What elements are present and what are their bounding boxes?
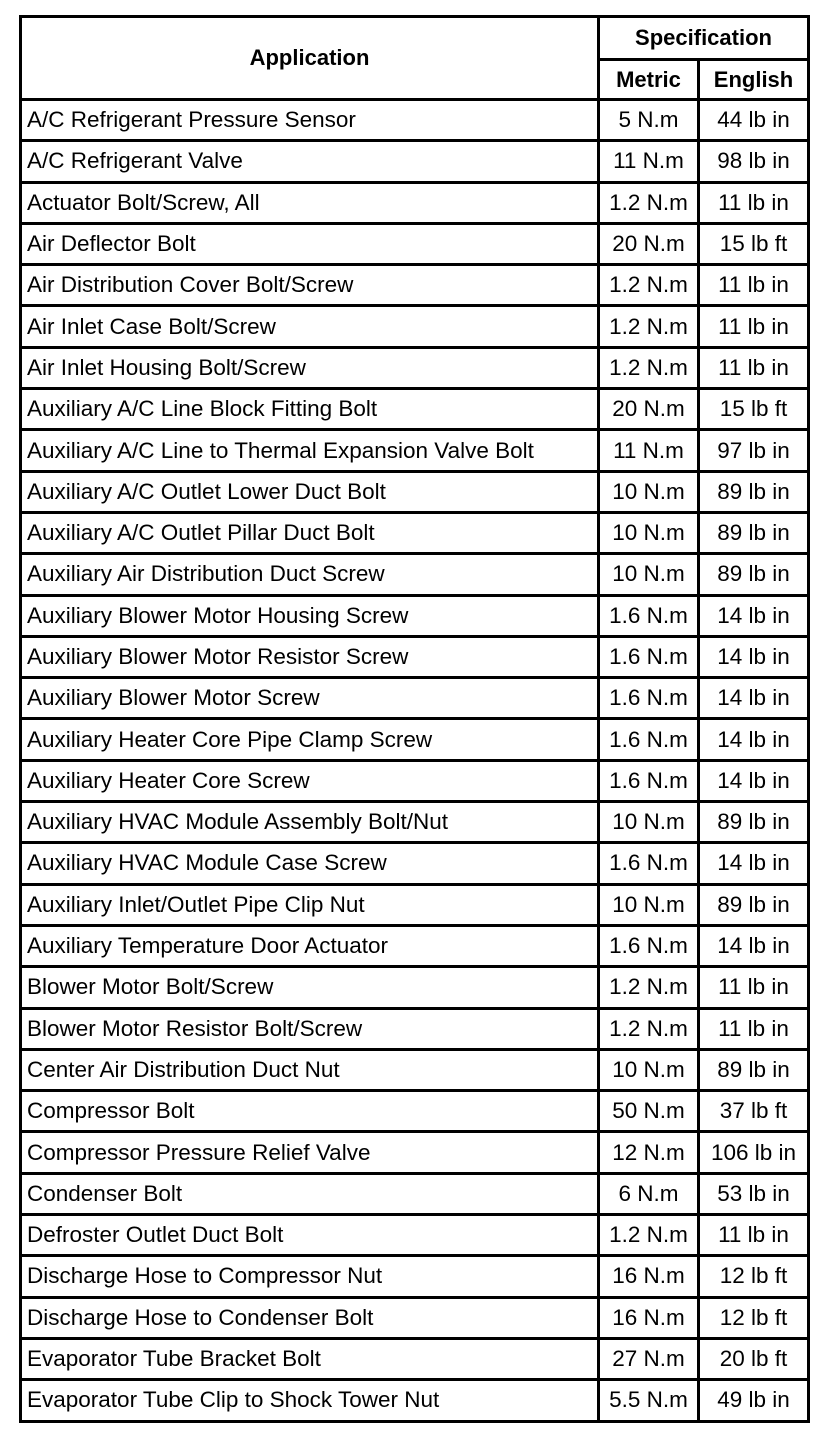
english-cell: 14 lb in xyxy=(699,925,809,966)
torque-spec-table xyxy=(19,15,810,1423)
application-cell: Discharge Hose to Condenser Bolt xyxy=(21,1297,599,1338)
application-cell: Blower Motor Bolt/Screw xyxy=(21,967,599,1008)
application-cell: Auxiliary Air Distribution Duct Screw xyxy=(21,554,599,595)
metric-cell: 1.2 N.m xyxy=(599,306,699,347)
english-cell: 12 lb ft xyxy=(699,1256,809,1297)
table-row xyxy=(21,1297,809,1338)
table-row xyxy=(21,265,809,306)
metric-cell: 1.2 N.m xyxy=(599,1008,699,1049)
english-cell: 53 lb in xyxy=(699,1173,809,1214)
metric-cell: 50 N.m xyxy=(599,1091,699,1132)
application-cell: Auxiliary Blower Motor Housing Screw xyxy=(21,595,599,636)
english-cell: 14 lb in xyxy=(699,719,809,760)
metric-cell: 1.6 N.m xyxy=(599,678,699,719)
metric-cell: 20 N.m xyxy=(599,223,699,264)
english-cell: 11 lb in xyxy=(699,967,809,1008)
metric-cell: 10 N.m xyxy=(599,884,699,925)
table-row xyxy=(21,1008,809,1049)
application-cell: Center Air Distribution Duct Nut xyxy=(21,1049,599,1090)
application-cell: Discharge Hose to Compressor Nut xyxy=(21,1256,599,1297)
english-cell: 12 lb ft xyxy=(699,1297,809,1338)
metric-cell: 1.2 N.m xyxy=(599,265,699,306)
table-row xyxy=(21,554,809,595)
application-cell: Condenser Bolt xyxy=(21,1173,599,1214)
table-body xyxy=(21,100,809,1422)
metric-cell: 1.6 N.m xyxy=(599,843,699,884)
application-header: Application xyxy=(21,17,599,100)
application-cell: Auxiliary A/C Outlet Pillar Duct Bolt xyxy=(21,512,599,553)
application-cell: Auxiliary Heater Core Pipe Clamp Screw xyxy=(21,719,599,760)
metric-cell: 1.2 N.m xyxy=(599,1215,699,1256)
english-cell: 37 lb ft xyxy=(699,1091,809,1132)
application-cell: Auxiliary A/C Line Block Fitting Bolt xyxy=(21,389,599,430)
metric-cell: 20 N.m xyxy=(599,389,699,430)
application-cell: Auxiliary Blower Motor Resistor Screw xyxy=(21,636,599,677)
application-cell: Auxiliary HVAC Module Case Screw xyxy=(21,843,599,884)
metric-cell: 6 N.m xyxy=(599,1173,699,1214)
application-cell: A/C Refrigerant Pressure Sensor xyxy=(21,100,599,141)
application-cell: Air Deflector Bolt xyxy=(21,223,599,264)
metric-cell: 10 N.m xyxy=(599,802,699,843)
metric-cell: 10 N.m xyxy=(599,554,699,595)
english-cell: 89 lb in xyxy=(699,554,809,595)
application-cell: A/C Refrigerant Valve xyxy=(21,141,599,182)
metric-cell: 11 N.m xyxy=(599,141,699,182)
table-row xyxy=(21,719,809,760)
specification-header: Specification xyxy=(599,17,809,60)
application-cell: Auxiliary A/C Line to Thermal Expansion Valve Bolt xyxy=(21,430,599,471)
english-cell: 11 lb in xyxy=(699,182,809,223)
table-row xyxy=(21,1132,809,1173)
metric-cell: 1.6 N.m xyxy=(599,636,699,677)
metric-cell: 1.6 N.m xyxy=(599,719,699,760)
english-cell: 89 lb in xyxy=(699,512,809,553)
metric-cell: 10 N.m xyxy=(599,471,699,512)
english-cell: 89 lb in xyxy=(699,802,809,843)
application-cell: Auxiliary Inlet/Outlet Pipe Clip Nut xyxy=(21,884,599,925)
application-cell: Actuator Bolt/Screw, All xyxy=(21,182,599,223)
english-cell: 11 lb in xyxy=(699,347,809,388)
application-cell: Compressor Bolt xyxy=(21,1091,599,1132)
table-row xyxy=(21,802,809,843)
table-row xyxy=(21,1215,809,1256)
application-cell: Air Inlet Case Bolt/Screw xyxy=(21,306,599,347)
table-row xyxy=(21,884,809,925)
table-row xyxy=(21,843,809,884)
table-row xyxy=(21,595,809,636)
metric-cell: 1.6 N.m xyxy=(599,925,699,966)
header-row-top xyxy=(21,17,809,60)
metric-cell: 11 N.m xyxy=(599,430,699,471)
application-cell: Auxiliary A/C Outlet Lower Duct Bolt xyxy=(21,471,599,512)
english-cell: 11 lb in xyxy=(699,306,809,347)
english-cell: 15 lb ft xyxy=(699,389,809,430)
table-row xyxy=(21,678,809,719)
table-row xyxy=(21,306,809,347)
table-row xyxy=(21,223,809,264)
metric-cell: 16 N.m xyxy=(599,1297,699,1338)
english-cell: 11 lb in xyxy=(699,1008,809,1049)
metric-cell: 5.5 N.m xyxy=(599,1380,699,1421)
application-cell: Compressor Pressure Relief Valve xyxy=(21,1132,599,1173)
english-cell: 49 lb in xyxy=(699,1380,809,1421)
metric-cell: 1.2 N.m xyxy=(599,182,699,223)
english-cell: 98 lb in xyxy=(699,141,809,182)
table-row xyxy=(21,967,809,1008)
application-cell: Auxiliary HVAC Module Assembly Bolt/Nut xyxy=(21,802,599,843)
table-row xyxy=(21,347,809,388)
table-row xyxy=(21,430,809,471)
english-cell: 14 lb in xyxy=(699,843,809,884)
application-cell: Auxiliary Temperature Door Actuator xyxy=(21,925,599,966)
metric-header: Metric xyxy=(599,60,699,100)
table-row xyxy=(21,1338,809,1379)
metric-cell: 1.2 N.m xyxy=(599,967,699,1008)
english-cell: 20 lb ft xyxy=(699,1338,809,1379)
english-cell: 106 lb in xyxy=(699,1132,809,1173)
english-cell: 89 lb in xyxy=(699,884,809,925)
table-row xyxy=(21,1091,809,1132)
english-cell: 97 lb in xyxy=(699,430,809,471)
metric-cell: 10 N.m xyxy=(599,1049,699,1090)
application-cell: Auxiliary Heater Core Screw xyxy=(21,760,599,801)
table-row xyxy=(21,1173,809,1214)
table-row xyxy=(21,760,809,801)
english-cell: 11 lb in xyxy=(699,1215,809,1256)
application-cell: Air Distribution Cover Bolt/Screw xyxy=(21,265,599,306)
table-row xyxy=(21,182,809,223)
table-header xyxy=(21,17,809,100)
application-cell: Air Inlet Housing Bolt/Screw xyxy=(21,347,599,388)
metric-cell: 10 N.m xyxy=(599,512,699,553)
application-cell: Evaporator Tube Clip to Shock Tower Nut xyxy=(21,1380,599,1421)
english-cell: 89 lb in xyxy=(699,1049,809,1090)
table-row xyxy=(21,389,809,430)
metric-cell: 5 N.m xyxy=(599,100,699,141)
application-cell: Defroster Outlet Duct Bolt xyxy=(21,1215,599,1256)
english-cell: 14 lb in xyxy=(699,760,809,801)
metric-cell: 1.6 N.m xyxy=(599,595,699,636)
english-cell: 11 lb in xyxy=(699,265,809,306)
english-cell: 14 lb in xyxy=(699,678,809,719)
table-row xyxy=(21,636,809,677)
table-row xyxy=(21,925,809,966)
metric-cell: 16 N.m xyxy=(599,1256,699,1297)
application-cell: Blower Motor Resistor Bolt/Screw xyxy=(21,1008,599,1049)
english-cell: 14 lb in xyxy=(699,636,809,677)
english-cell: 14 lb in xyxy=(699,595,809,636)
table-row xyxy=(21,471,809,512)
english-cell: 89 lb in xyxy=(699,471,809,512)
metric-cell: 12 N.m xyxy=(599,1132,699,1173)
english-cell: 44 lb in xyxy=(699,100,809,141)
table-row xyxy=(21,141,809,182)
english-cell: 15 lb ft xyxy=(699,223,809,264)
table-row xyxy=(21,512,809,553)
application-cell: Auxiliary Blower Motor Screw xyxy=(21,678,599,719)
metric-cell: 1.6 N.m xyxy=(599,760,699,801)
table-row xyxy=(21,1049,809,1090)
table-row xyxy=(21,1380,809,1421)
metric-cell: 27 N.m xyxy=(599,1338,699,1379)
metric-cell: 1.2 N.m xyxy=(599,347,699,388)
application-cell: Evaporator Tube Bracket Bolt xyxy=(21,1338,599,1379)
table-row xyxy=(21,100,809,141)
english-header: English xyxy=(699,60,809,100)
table-row xyxy=(21,1256,809,1297)
